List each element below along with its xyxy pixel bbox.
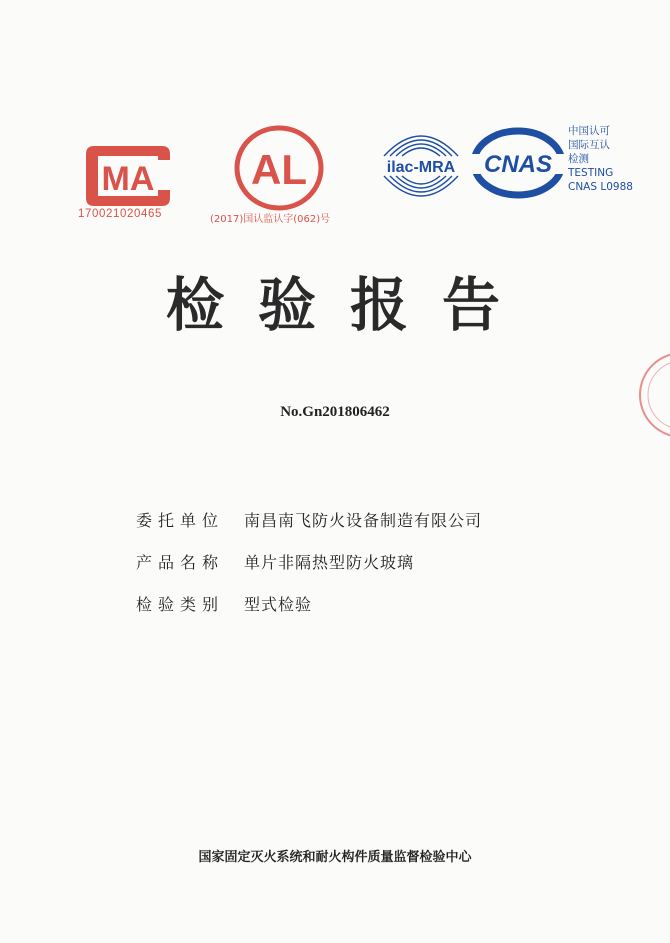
field-label: 委托单位	[136, 510, 225, 530]
ilac-mra-logo	[372, 120, 470, 210]
cal-cert-text: (2017)国认监认字(062)号	[210, 214, 331, 225]
cma-cert-number: 170021020465	[78, 208, 162, 220]
field-label: 检验类别	[136, 594, 225, 614]
field-row-client	[136, 498, 482, 540]
cnas-line: TESTING	[568, 167, 614, 179]
seal-stamp-icon	[636, 350, 670, 440]
cnas-line: 检测	[568, 153, 589, 165]
cnas-logo-text: CNAS	[483, 151, 553, 178]
report-number: No.Gn201806462	[280, 404, 390, 420]
cal-logo	[232, 122, 326, 214]
cma-logo-text: MA	[101, 160, 155, 198]
field-label: 产品名称	[136, 552, 225, 572]
cma-logo	[78, 140, 178, 212]
field-value: 单片非隔热型防火玻璃	[244, 552, 415, 572]
cnas-logo	[470, 126, 566, 200]
field-value: 型式检验	[244, 594, 313, 614]
cnas-line: 中国认可	[568, 125, 610, 137]
field-row-product	[136, 540, 482, 582]
field-row-type	[136, 582, 482, 624]
cal-logo-text: AL	[251, 146, 307, 193]
cnas-line: 国际互认	[568, 139, 610, 151]
field-value: 南昌南飞防火设备制造有限公司	[244, 510, 483, 530]
cnas-line: CNAS L0988	[568, 181, 633, 193]
report-title: 检验报告	[165, 271, 534, 339]
report-fields	[136, 498, 482, 624]
issuing-organization: 国家固定灭火系统和耐火构件质量监督检验中心	[198, 850, 472, 865]
ilac-logo-text: ilac-MRA	[386, 159, 456, 176]
cnas-accreditation-info	[568, 124, 668, 194]
